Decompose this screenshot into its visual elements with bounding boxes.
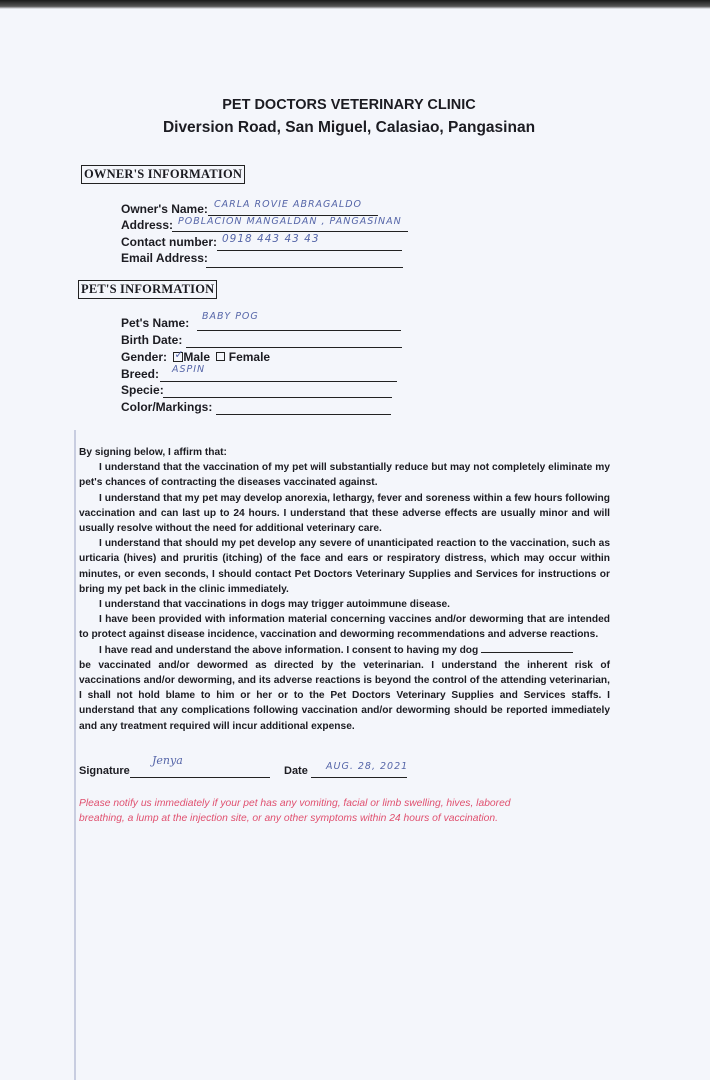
gender-row bbox=[121, 350, 270, 364]
consent-statement: I have read and understand the above information. I consent to having my dog bbox=[99, 644, 479, 656]
email-line bbox=[206, 267, 403, 268]
owner-address-label: Address: bbox=[121, 218, 174, 232]
signature-value[interactable]: Jenya bbox=[152, 754, 183, 767]
email-label: Email Address: bbox=[121, 251, 208, 265]
owner-address-line bbox=[172, 231, 408, 232]
date-value[interactable]: AUG. 28, 2021 bbox=[326, 761, 409, 772]
signature-label: Signature bbox=[79, 765, 130, 777]
pet-name-line bbox=[197, 330, 401, 331]
contact-number-line bbox=[217, 250, 402, 251]
color-markings-label: Color/Markings: bbox=[121, 400, 213, 414]
contact-number-label: Contact number: bbox=[121, 235, 217, 249]
date-label: Date bbox=[284, 765, 308, 777]
pet-section-title: PET'S INFORMATION bbox=[78, 280, 217, 299]
consent-paragraph: I understand that should my pet develop any severe of unanticipated reaction to the vaccination, such as urticaria (hives) and pruritis (itching) of the face and ears or respiratory distress, which may occur within minutes, or even seconds, I should contact Pet Doctors Veterinary Supplies and Services for instructions or bring my pet back in the clinic immediately. bbox=[79, 538, 610, 595]
consent-paragraph: I understand that vaccinations in dogs may trigger autoimmune disease. bbox=[99, 599, 450, 611]
owner-section-title: OWNER'S INFORMATION bbox=[81, 165, 245, 184]
male-label: Male bbox=[183, 350, 211, 364]
gender-label: Gender: bbox=[121, 350, 168, 364]
consent-paragraph: I understand that my pet may develop anorexia, lethargy, fever and soreness within a few hours following vaccination and can last up to 24 hours. I understand that these adverse effects are usually minor and will usually resolve without the need for additional veterinary care. bbox=[79, 492, 610, 535]
check-mark-icon: ✓ bbox=[174, 349, 184, 361]
breed-value[interactable]: ASPIN bbox=[172, 364, 206, 375]
color-markings-line bbox=[216, 414, 391, 415]
consent-intro: By signing below, I affirm that: bbox=[79, 447, 227, 458]
date-line bbox=[311, 777, 407, 778]
consent-paragraph: I have been provided with information material concerning vaccines and/or deworming that are intended to protect against disease incidence, vaccination and deworming recommendations and adverse reactions. bbox=[79, 614, 610, 641]
female-label: Female bbox=[228, 350, 271, 364]
female-checkbox[interactable] bbox=[216, 352, 225, 361]
contact-number-value[interactable]: 0918 443 43 43 bbox=[222, 233, 320, 245]
consent-paragraph: I understand that the vaccination of my pet will substantially reduce but may not completely eliminate my pet's chances of contracting the diseases vaccinated against. bbox=[79, 462, 610, 489]
pet-name-label: Pet's Name: bbox=[121, 316, 190, 330]
owner-address-value[interactable]: POBLACION MANGALDAN , PANGASINAN bbox=[178, 216, 402, 227]
birth-date-line bbox=[186, 347, 402, 348]
owner-name-label: Owner's Name: bbox=[121, 202, 208, 216]
clinic-address: Diversion Road, San Miguel, Calasiao, Pangasinan bbox=[162, 119, 536, 136]
scan-edge-top bbox=[0, 0, 710, 9]
signature-line bbox=[130, 777, 270, 778]
notice-text: Please notify us immediately if your pet has any vomiting, facial or limb swelling, hives, labored breathing, a lump at the injection site, or any other symptoms within 24 hours of vaccination. bbox=[79, 798, 511, 824]
consent-paragraph-consent bbox=[79, 643, 610, 658]
breed-label: Breed: bbox=[121, 367, 160, 381]
consent-paragraph: be vaccinated and/or dewormed as directed by the veterinarian. I understand the inherent risk of vaccinations and/or deworming, and its adverse reactions is beyond the control of the attending veterinarian, I shall not hold blame to him or her or to the Pet Doctors Veterinary Supplies and Services staffs. I understand that any complications following vaccination and/or deworming should be reported immediately and any treatment required will incur additional expense. bbox=[79, 659, 610, 732]
dog-name-blank[interactable] bbox=[481, 643, 573, 653]
birth-date-label: Birth Date: bbox=[121, 333, 183, 347]
pet-name-value[interactable]: BABY POG bbox=[202, 311, 259, 322]
specie-line bbox=[163, 397, 392, 398]
breed-line bbox=[160, 381, 397, 382]
consent-text bbox=[79, 445, 610, 734]
specie-label: Specie: bbox=[121, 383, 164, 397]
owner-name-value[interactable]: CARLA ROVIE ABRAGALDO bbox=[214, 199, 363, 210]
clinic-name: PET DOCTORS VETERINARY CLINIC bbox=[222, 97, 476, 113]
scan-edge-left bbox=[74, 430, 76, 1080]
male-checkbox[interactable] bbox=[173, 349, 184, 362]
